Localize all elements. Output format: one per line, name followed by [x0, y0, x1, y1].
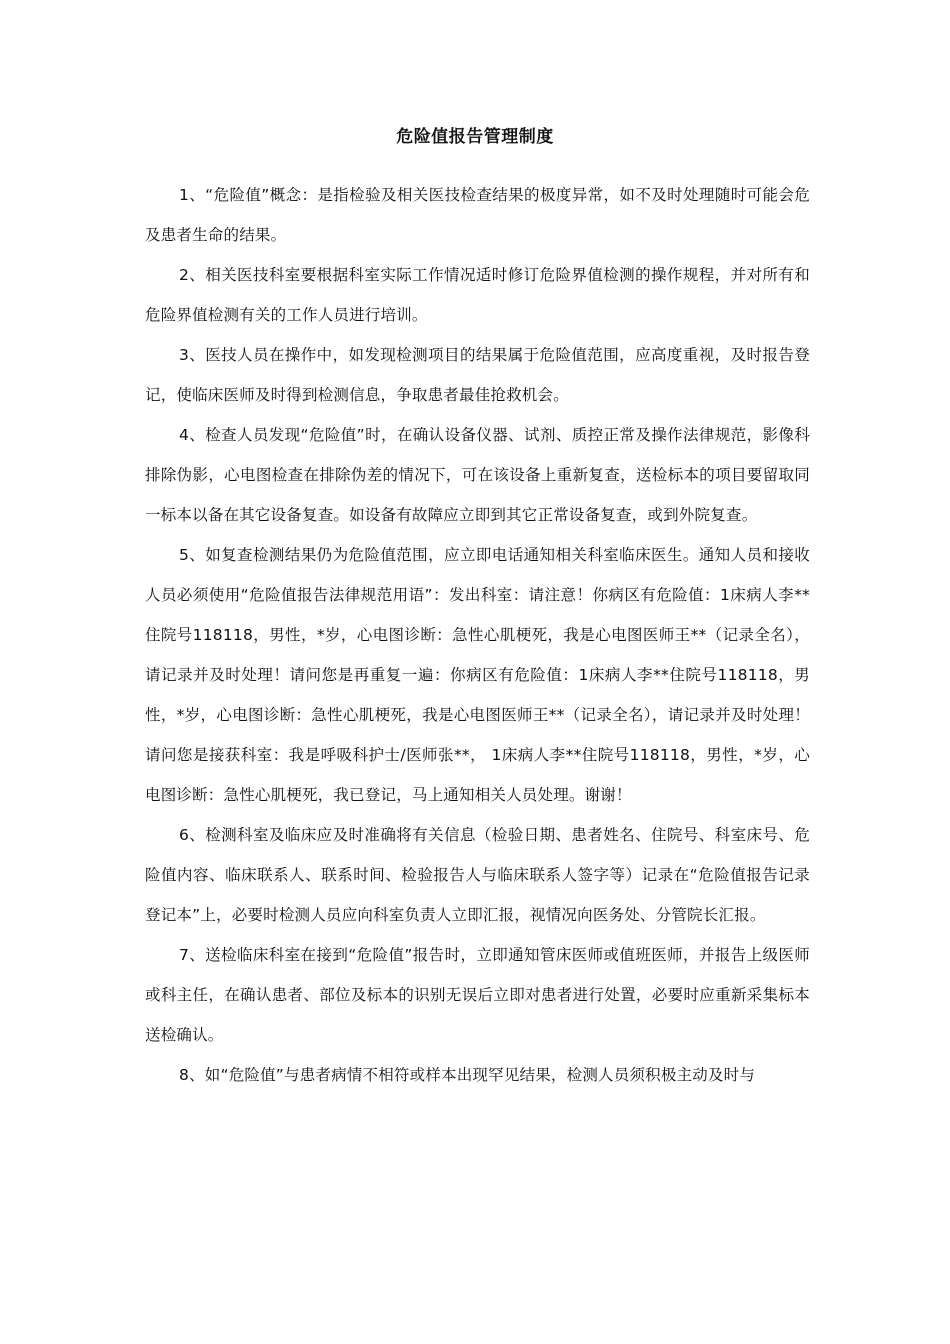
paragraph-2: 2、相关医技科室要根据科室实际工作情况适时修订危险界值检测的操作规程，并对所有和危险界值检测有关的工作人员进行培训。: [145, 266, 810, 324]
paragraph-6: 6、检测科室及临床应及时准确将有关信息（检验日期、患者姓名、住院号、科室床号、危险值内容、临床联系人、联系时间、检验报告人与临床联系人签字等）记录在“危险值报告记录登记本”上，必要时检测人员应向科室负责人立即汇报，视情况向医务处、分管院长汇报。: [145, 826, 810, 924]
document-title: 危险值报告管理制度: [396, 127, 554, 147]
paragraph-4: 4、检查人员发现“危险值”时，在确认设备仪器、试剂、质控正常及操作法律规范，影像科排除伪影，心电图检查在排除伪差的情况下，可在该设备上重新复查，送检标本的项目要留取同一标本以备在其它设备复查。如设备有故障应立即到其它正常设备复查，或到外院复查。: [145, 426, 810, 524]
paragraph-8: 8、如“危险值”与患者病情不相符或样本出现罕见结果，检测人员须积极主动及时与: [179, 1066, 756, 1084]
document-body: [145, 175, 810, 1095]
paragraph-3: 3、医技人员在操作中，如发现检测项目的结果属于危险值范围，应高度重视，及时报告登记，使临床医师及时得到检测信息，争取患者最佳抢救机会。: [145, 346, 810, 404]
paragraph-1: 1、“危险值”概念：是指检验及相关医技检查结果的极度异常，如不及时处理随时可能会危及患者生命的结果。: [145, 186, 810, 244]
paragraph-5: 5、如复查检测结果仍为危险值范围，应立即电话通知相关科室临床医生。通知人员和接收人员必须使用“危险值报告法律规范用语”：发出科室：请注意！你病区有危险值：1床病人李**住院号118118，男性，*岁，心电图诊断：急性心肌梗死，我是心电图医师王**（记录全名），请记录并及时处理！请问您是再重复一遍：你病区有危险值：1床病人李**住院号118118，男性，*岁，心电图诊断：急性心肌梗死，我是心电图医师王**（记录全名），请记录并及时处理！请问您是接获科室：我是呼吸科护士/医师张**， 1床病人李**住院号118118，男性，*岁，心电图诊断：急性心肌梗死，我已登记，马上通知相关人员处理。谢谢！: [145, 546, 810, 804]
paragraph-7: 7、送检临床科室在接到“危险值”报告时，立即通知管床医师或值班医师，并报告上级医师或科主任，在确认患者、部位及标本的识别无误后立即对患者进行处置，必要时应重新采集标本送检确认。: [145, 946, 810, 1044]
